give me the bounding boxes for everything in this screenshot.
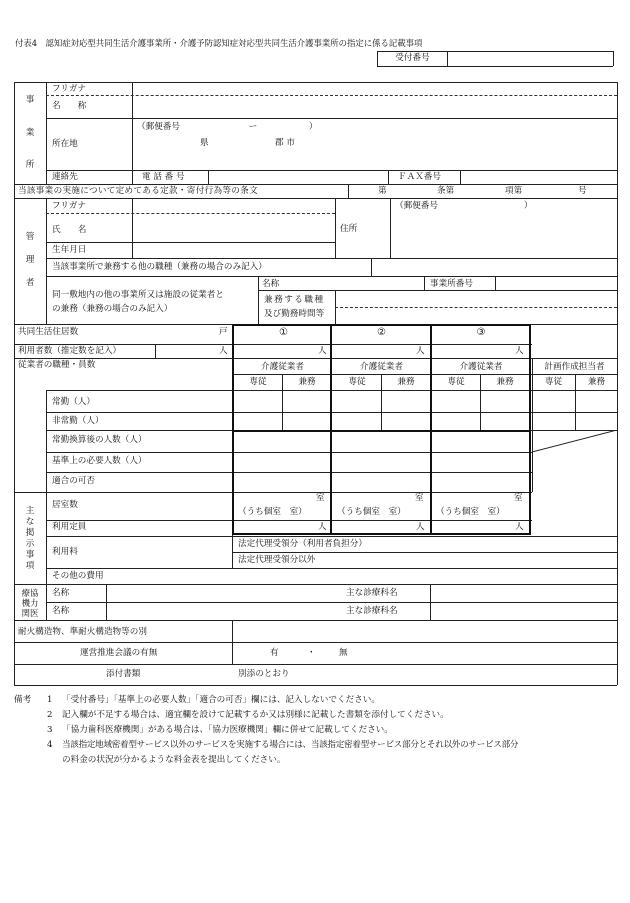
- office-pref: 県: [200, 138, 209, 148]
- office-section-label: 事: [25, 95, 35, 105]
- capacity-label: 利用定員: [52, 522, 87, 532]
- row-fulltime: 常勤（人）: [52, 397, 95, 407]
- fee-line-2: 法定代理受領分以外: [238, 555, 316, 565]
- manager-postal: （郵便番号 ）: [395, 201, 533, 211]
- other-fee-label: その他の費用: [52, 571, 104, 581]
- meeting-yes[interactable]: 有: [270, 648, 279, 658]
- attach-label: 添付書類: [106, 669, 141, 679]
- manager-address-label: 住所: [340, 224, 358, 234]
- row-conformity: 適合の可否: [52, 476, 95, 486]
- planner-label: 計画作成担当者: [544, 362, 605, 372]
- provision-label: 当該事業の実施について定めてある定款・寄付行為等の条文: [18, 186, 258, 196]
- meeting-label: 運営推進会議の有無: [80, 648, 158, 658]
- manager-job-label-b: 及び勤務時間等: [264, 309, 325, 319]
- manager-furigana-label: フリガナ: [52, 201, 86, 211]
- users-label: 利用者数（推定数を記入）: [18, 346, 122, 356]
- unit-2: ②: [377, 327, 386, 338]
- unit-3: ③: [476, 327, 486, 338]
- manager-concurrent-label: 当該事業所で兼務する他の職種（兼務の場合のみ記入）: [52, 262, 267, 272]
- manager-section-label: 管: [25, 232, 35, 242]
- posted-section-label: 主 な 掲 示 事 項: [25, 506, 35, 571]
- note-3: 「協力歯科医療機関」がある場合は、「協力医療機関」欄に併せて記載してください。: [62, 725, 393, 735]
- receipt-number-field[interactable]: [449, 52, 611, 65]
- fireproof-label: 耐火構造物、準耐火構造物等の別: [18, 627, 147, 637]
- office-fax-label: ＦＡＸ番号: [398, 172, 441, 182]
- office-name-label: 名 称: [52, 101, 87, 111]
- diagonal-slash: [532, 430, 617, 452]
- office-furigana-label: フリガナ: [52, 84, 86, 94]
- office-name-field[interactable]: [134, 96, 614, 116]
- manager-job-label-a: 兼務する職種: [264, 295, 325, 305]
- office-contact-label: 連絡先: [52, 172, 78, 182]
- office-postal: （郵便番号 ー ）: [137, 122, 318, 132]
- office-phone-label: 電 話 番 号: [142, 172, 185, 182]
- medical-name-label-2: 名称: [52, 606, 70, 616]
- office-city: 郡 市: [275, 138, 295, 148]
- row-converted: 常勤換算後の人数（人）: [52, 435, 147, 445]
- manager-concurrent2-label-a: 同一敷地内の他の事業所又は施設の従業者と: [52, 290, 224, 300]
- fee-line-1: 法定代理受領分（利用者負担分）: [238, 539, 367, 549]
- note-1: 「受付番号」「基準上の必要人数」「適合の可否」欄には、記入しないでください。: [62, 695, 380, 705]
- note-4: 当該指定地域密着型サービス以外のサービスを実施する場合には、当該指定密着型サービス部分とそれ以外のサービス部分: [62, 740, 519, 750]
- meeting-no[interactable]: 無: [339, 648, 348, 658]
- manager-other-name-label: 名称: [262, 279, 280, 289]
- fee-label: 利用料: [52, 547, 78, 557]
- rooms-label: 居室数: [52, 500, 78, 510]
- notes-label: 備考: [14, 695, 32, 705]
- row-parttime: 非常勤（人）: [52, 416, 104, 426]
- form-title: 付表4 認知症対応型共同生活介護事業所・介護予防認知症対応型共同生活介護事業所の指定に係る記載事項: [15, 38, 423, 48]
- row-required: 基準上の必要人数（人）: [52, 456, 147, 466]
- staff-label: 従業者の職種・員数: [18, 360, 96, 370]
- unit-1: ①: [279, 327, 288, 338]
- receipt-label: 受付番号: [395, 53, 430, 63]
- medical-dept-label-2: 主な診療科名: [346, 606, 398, 616]
- manager-name-label: 氏 名: [52, 225, 87, 235]
- medical-section-label: 療協 機力 関医: [21, 588, 39, 618]
- living-units-label: 共同生活住居数: [18, 327, 79, 337]
- medical-name-label-1: 名称: [52, 588, 70, 598]
- attach-value: 別添のとおり: [238, 669, 290, 679]
- manager-dob-label: 生年月日: [52, 245, 87, 255]
- manager-concurrent2-label-b: の兼務（兼務の場合のみ記入）: [52, 304, 173, 314]
- manager-office-no-label: 事業所番号: [430, 279, 473, 289]
- medical-dept-label-1: 主な診療科名: [346, 588, 398, 598]
- note-2: 記入欄が不足する場合は、適宜欄を設けて記載するか又は別様に記載した書類を添付してください。: [62, 710, 449, 720]
- note-4-cont: の料金の状況が分かるような料金表を提出してください。: [62, 755, 286, 765]
- manager-name-field[interactable]: [134, 215, 333, 240]
- office-address-label: 所在地: [52, 139, 78, 149]
